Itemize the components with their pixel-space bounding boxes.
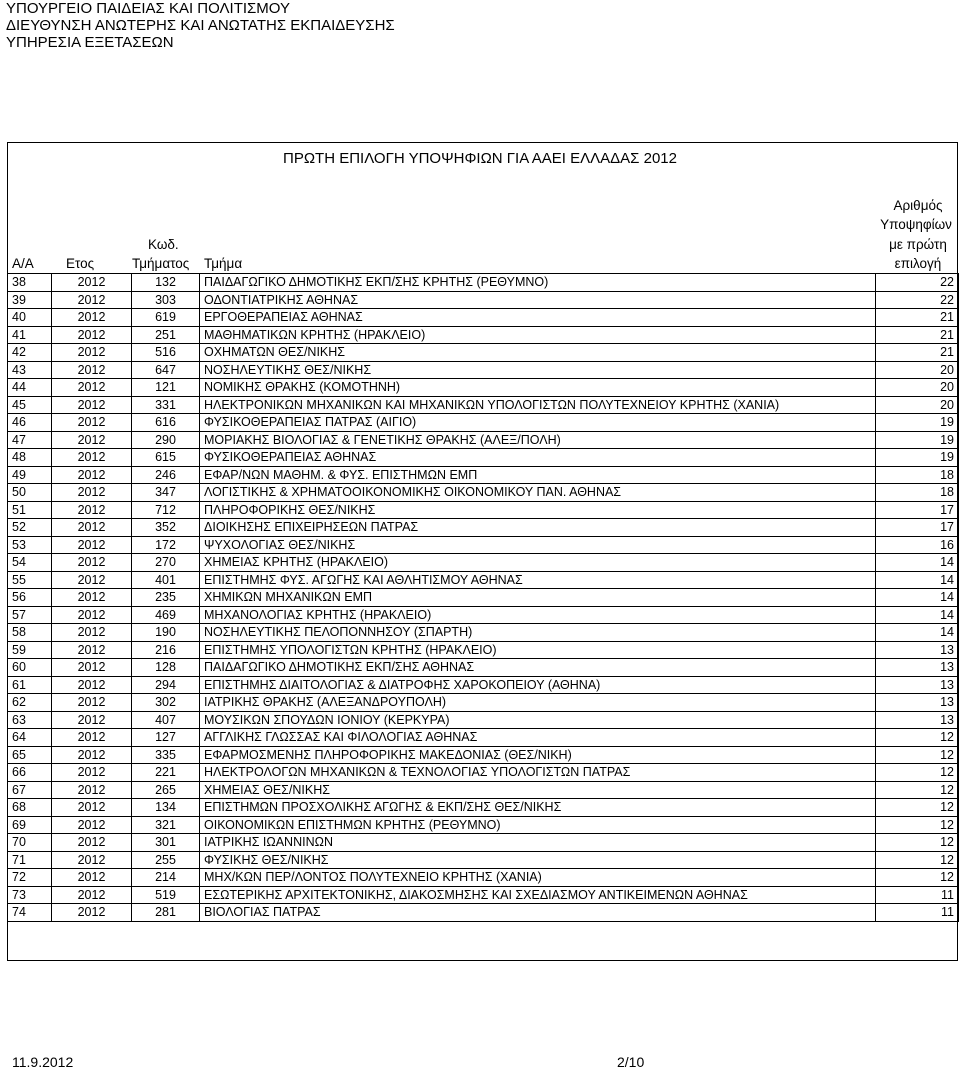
row-department-cell: ΕΠΙΣΤΗΜΩΝ ΠΡΟΣΧΟΛΙΚΗΣ ΑΓΩΓΗΣ & ΕΚΠ/ΣΗΣ ΘΕΣ/ΝΙΚΗΣ [200, 799, 876, 817]
table-row [8, 466, 959, 484]
row-department-cell: ΧΗΜΕΙΑΣ ΘΕΣ/ΝΙΚΗΣ [200, 781, 876, 799]
row-count-cell: 19 [876, 414, 959, 432]
row-count-cell: 11 [876, 886, 959, 904]
row-aa-cell: 54 [8, 554, 52, 572]
row-count-cell: 18 [876, 484, 959, 502]
row-department-cell: ΟΧΗΜΑΤΩΝ ΘΕΣ/ΝΙΚΗΣ [200, 344, 876, 362]
row-year-cell: 2012 [52, 379, 132, 397]
row-aa-cell: 52 [8, 519, 52, 537]
row-code-cell: 301 [132, 834, 200, 852]
row-department-cell: ΦΥΣΙΚΗΣ ΘΕΣ/ΝΙΚΗΣ [200, 851, 876, 869]
row-code-cell: 335 [132, 746, 200, 764]
row-code-cell: 190 [132, 624, 200, 642]
row-count-cell: 13 [876, 711, 959, 729]
row-aa-cell: 40 [8, 309, 52, 327]
col-header-count-line3: με πρώτη [889, 237, 947, 252]
row-code-cell: 321 [132, 816, 200, 834]
row-year-cell: 2012 [52, 431, 132, 449]
row-year-cell: 2012 [52, 606, 132, 624]
row-department-cell: ΕΦΑΡ/ΝΩΝ ΜΑΘΗΜ. & ΦΥΣ. ΕΠΙΣΤΗΜΩΝ ΕΜΠ [200, 466, 876, 484]
row-code-cell: 214 [132, 869, 200, 887]
row-year-cell: 2012 [52, 589, 132, 607]
row-count-cell: 11 [876, 904, 959, 922]
service-name: ΥΠΗΡΕΣΙΑ ΕΞΕΤΑΣΕΩΝ [6, 34, 174, 51]
row-code-cell: 221 [132, 764, 200, 782]
row-aa-cell: 43 [8, 361, 52, 379]
row-aa-cell: 71 [8, 851, 52, 869]
row-count-cell: 21 [876, 344, 959, 362]
table-row [8, 291, 959, 309]
row-year-cell: 2012 [52, 886, 132, 904]
row-aa-cell: 73 [8, 886, 52, 904]
table-row [8, 659, 959, 677]
row-aa-cell: 57 [8, 606, 52, 624]
row-aa-cell: 68 [8, 799, 52, 817]
page-title: ΠΡΩΤΗ ΕΠΙΛΟΓΗ ΥΠΟΨΗΦΙΩΝ ΓΙΑ ΑΑΕΙ ΕΛΛΑΔΑΣ 2012 [283, 150, 677, 167]
col-header-year: Ετος [66, 256, 95, 271]
row-count-cell: 18 [876, 466, 959, 484]
row-count-cell: 14 [876, 571, 959, 589]
row-code-cell: 255 [132, 851, 200, 869]
row-department-cell: ΟΔΟΝΤΙΑΤΡΙΚΗΣ ΑΘΗΝΑΣ [200, 291, 876, 309]
row-count-cell: 12 [876, 746, 959, 764]
table-row [8, 851, 959, 869]
table-row [8, 746, 959, 764]
row-code-cell: 294 [132, 676, 200, 694]
row-aa-cell: 64 [8, 729, 52, 747]
table-row [8, 711, 959, 729]
table-row [8, 361, 959, 379]
row-year-cell: 2012 [52, 361, 132, 379]
row-count-cell: 20 [876, 361, 959, 379]
row-aa-cell: 47 [8, 431, 52, 449]
row-year-cell: 2012 [52, 291, 132, 309]
row-department-cell: ΕΦΑΡΜΟΣΜΕΝΗΣ ΠΛΗΡΟΦΟΡΙΚΗΣ ΜΑΚΕΔΟΝΙΑΣ (ΘΕΣ/ΝΙΚΗ) [200, 746, 876, 764]
row-department-cell: ΦΥΣΙΚΟΘΕΡΑΠΕΙΑΣ ΠΑΤΡΑΣ (ΑΙΓΙΟ) [200, 414, 876, 432]
row-count-cell: 13 [876, 659, 959, 677]
data-table [7, 273, 959, 922]
row-code-cell: 246 [132, 466, 200, 484]
row-aa-cell: 74 [8, 904, 52, 922]
row-code-cell: 619 [132, 309, 200, 327]
row-year-cell: 2012 [52, 869, 132, 887]
row-department-cell: ΕΠΙΣΤΗΜΗΣ ΦΥΣ. ΑΓΩΓΗΣ ΚΑΙ ΑΘΛΗΤΙΣΜΟΥ ΑΘΗΝΑΣ [200, 571, 876, 589]
table-row [8, 676, 959, 694]
table-row [8, 431, 959, 449]
table-row [8, 414, 959, 432]
row-year-cell: 2012 [52, 274, 132, 292]
row-year-cell: 2012 [52, 659, 132, 677]
ministry-name: ΥΠΟΥΡΓΕΙΟ ΠΑΙΔΕΙΑΣ ΚΑΙ ΠΟΛΙΤΙΣΜΟΥ [6, 0, 290, 17]
row-year-cell: 2012 [52, 834, 132, 852]
row-year-cell: 2012 [52, 746, 132, 764]
row-code-cell: 616 [132, 414, 200, 432]
table-row [8, 309, 959, 327]
col-header-count-line2: Υποψηφίων [880, 217, 952, 232]
table-row [8, 589, 959, 607]
table-row [8, 396, 959, 414]
row-year-cell: 2012 [52, 344, 132, 362]
table-row [8, 641, 959, 659]
row-count-cell: 13 [876, 676, 959, 694]
directorate-name: ΔΙΕΥΘΥΝΣΗ ΑΝΩΤΕΡΗΣ ΚΑΙ ΑΝΩΤΑΤΗΣ ΕΚΠΑΙΔΕΥΣΗΣ [6, 17, 395, 34]
row-code-cell: 235 [132, 589, 200, 607]
row-year-cell: 2012 [52, 396, 132, 414]
row-count-cell: 13 [876, 694, 959, 712]
row-year-cell: 2012 [52, 851, 132, 869]
table-row [8, 554, 959, 572]
row-department-cell: ΙΑΤΡΙΚΗΣ ΙΩΑΝΝΙΝΩΝ [200, 834, 876, 852]
row-aa-cell: 69 [8, 816, 52, 834]
row-year-cell: 2012 [52, 694, 132, 712]
row-year-cell: 2012 [52, 309, 132, 327]
row-aa-cell: 62 [8, 694, 52, 712]
row-department-cell: ΝΟΣΗΛΕΥΤΙΚΗΣ ΘΕΣ/ΝΙΚΗΣ [200, 361, 876, 379]
row-year-cell: 2012 [52, 484, 132, 502]
row-code-cell: 647 [132, 361, 200, 379]
row-count-cell: 20 [876, 379, 959, 397]
row-aa-cell: 38 [8, 274, 52, 292]
row-department-cell: ΕΠΙΣΤΗΜΗΣ ΔΙΑΙΤΟΛΟΓΙΑΣ & ΔΙΑΤΡΟΦΗΣ ΧΑΡΟΚΟΠΕΙΟΥ (ΑΘΗΝΑ) [200, 676, 876, 694]
row-code-cell: 265 [132, 781, 200, 799]
row-code-cell: 352 [132, 519, 200, 537]
footer-page-number: 2/10 [617, 1054, 645, 1070]
row-count-cell: 17 [876, 501, 959, 519]
row-count-cell: 14 [876, 606, 959, 624]
table-row [8, 799, 959, 817]
row-aa-cell: 46 [8, 414, 52, 432]
row-code-cell: 121 [132, 379, 200, 397]
row-year-cell: 2012 [52, 519, 132, 537]
row-code-cell: 407 [132, 711, 200, 729]
table-row [8, 344, 959, 362]
row-year-cell: 2012 [52, 799, 132, 817]
row-aa-cell: 45 [8, 396, 52, 414]
table-row [8, 781, 959, 799]
row-code-cell: 216 [132, 641, 200, 659]
row-count-cell: 16 [876, 536, 959, 554]
col-header-code-line1: Κωδ. [148, 237, 179, 252]
table-row [8, 379, 959, 397]
row-code-cell: 281 [132, 904, 200, 922]
row-count-cell: 12 [876, 869, 959, 887]
col-header-dept: Τμήμα [204, 256, 243, 271]
row-code-cell: 712 [132, 501, 200, 519]
table-row [8, 834, 959, 852]
row-aa-cell: 61 [8, 676, 52, 694]
table-row [8, 694, 959, 712]
row-code-cell: 127 [132, 729, 200, 747]
row-aa-cell: 48 [8, 449, 52, 467]
row-department-cell: ΜΗΧΑΝΟΛΟΓΙΑΣ ΚΡΗΤΗΣ (ΗΡΑΚΛΕΙΟ) [200, 606, 876, 624]
row-department-cell: ΠΛΗΡΟΦΟΡΙΚΗΣ ΘΕΣ/ΝΙΚΗΣ [200, 501, 876, 519]
row-count-cell: 12 [876, 816, 959, 834]
row-count-cell: 12 [876, 834, 959, 852]
row-department-cell: ΜΗΧ/ΚΩΝ ΠΕΡ/ΛΟΝΤΟΣ ΠΟΛΥΤΕΧΝΕΙΟ ΚΡΗΤΗΣ (ΧΑΝΙΑ) [200, 869, 876, 887]
row-year-cell: 2012 [52, 536, 132, 554]
table-row [8, 624, 959, 642]
row-aa-cell: 56 [8, 589, 52, 607]
row-department-cell: ΟΙΚΟΝΟΜΙΚΩΝ ΕΠΙΣΤΗΜΩΝ ΚΡΗΤΗΣ (ΡΕΘΥΜΝΟ) [200, 816, 876, 834]
row-count-cell: 19 [876, 431, 959, 449]
row-year-cell: 2012 [52, 781, 132, 799]
row-year-cell: 2012 [52, 729, 132, 747]
row-aa-cell: 59 [8, 641, 52, 659]
col-header-code-line2: Τμήματος [132, 256, 190, 271]
row-aa-cell: 67 [8, 781, 52, 799]
row-aa-cell: 66 [8, 764, 52, 782]
row-aa-cell: 58 [8, 624, 52, 642]
row-count-cell: 12 [876, 799, 959, 817]
row-count-cell: 17 [876, 519, 959, 537]
row-count-cell: 20 [876, 396, 959, 414]
row-department-cell: ΕΡΓΟΘΕΡΑΠΕΙΑΣ ΑΘΗΝΑΣ [200, 309, 876, 327]
row-code-cell: 251 [132, 326, 200, 344]
row-department-cell: ΕΣΩΤΕΡΙΚΗΣ ΑΡΧΙΤΕΚΤΟΝΙΚΗΣ, ΔΙΑΚΟΣΜΗΣΗΣ ΚΑΙ ΣΧΕΔΙΑΣΜΟΥ ΑΝΤΙΚΕΙΜΕΝΩΝ ΑΘΗΝΑΣ [200, 886, 876, 904]
row-department-cell: ΦΥΣΙΚΟΘΕΡΑΠΕΙΑΣ ΑΘΗΝΑΣ [200, 449, 876, 467]
row-department-cell: ΜΑΘΗΜΑΤΙΚΩΝ ΚΡΗΤΗΣ (ΗΡΑΚΛΕΙΟ) [200, 326, 876, 344]
row-code-cell: 331 [132, 396, 200, 414]
table-row [8, 536, 959, 554]
row-year-cell: 2012 [52, 466, 132, 484]
row-count-cell: 12 [876, 729, 959, 747]
row-count-cell: 22 [876, 291, 959, 309]
row-code-cell: 134 [132, 799, 200, 817]
row-department-cell: ΗΛΕΚΤΡΟΛΟΓΩΝ ΜΗΧΑΝΙΚΩΝ & ΤΕΧΝΟΛΟΓΙΑΣ ΥΠΟΛΟΓΙΣΤΩΝ ΠΑΤΡΑΣ [200, 764, 876, 782]
table-row [8, 729, 959, 747]
row-aa-cell: 60 [8, 659, 52, 677]
row-department-cell: ΝΟΜΙΚΗΣ ΘΡΑΚΗΣ (ΚΟΜΟΤΗΝΗ) [200, 379, 876, 397]
row-department-cell: ΧΗΜΕΙΑΣ ΚΡΗΤΗΣ (ΗΡΑΚΛΕΙΟ) [200, 554, 876, 572]
row-code-cell: 128 [132, 659, 200, 677]
row-department-cell: ΙΑΤΡΙΚΗΣ ΘΡΑΚΗΣ (ΑΛΕΞΑΝΔΡΟΥΠΟΛΗ) [200, 694, 876, 712]
row-aa-cell: 51 [8, 501, 52, 519]
row-aa-cell: 44 [8, 379, 52, 397]
row-code-cell: 303 [132, 291, 200, 309]
data-table-body [8, 274, 959, 922]
row-department-cell: ΑΓΓΛΙΚΗΣ ΓΛΩΣΣΑΣ ΚΑΙ ΦΙΛΟΛΟΓΙΑΣ ΑΘΗΝΑΣ [200, 729, 876, 747]
col-header-count-line1: Αριθμός [893, 198, 943, 213]
row-count-cell: 12 [876, 851, 959, 869]
row-year-cell: 2012 [52, 449, 132, 467]
row-code-cell: 516 [132, 344, 200, 362]
row-aa-cell: 53 [8, 536, 52, 554]
row-code-cell: 401 [132, 571, 200, 589]
row-code-cell: 172 [132, 536, 200, 554]
row-count-cell: 12 [876, 764, 959, 782]
row-aa-cell: 63 [8, 711, 52, 729]
row-department-cell: ΕΠΙΣΤΗΜΗΣ ΥΠΟΛΟΓΙΣΤΩΝ ΚΡΗΤΗΣ (ΗΡΑΚΛΕΙΟ) [200, 641, 876, 659]
table-row [8, 764, 959, 782]
row-year-cell: 2012 [52, 816, 132, 834]
row-code-cell: 302 [132, 694, 200, 712]
row-department-cell: ΠΑΙΔΑΓΩΓΙΚΟ ΔΗΜΟΤΙΚΗΣ ΕΚΠ/ΣΗΣ ΑΘΗΝΑΣ [200, 659, 876, 677]
row-aa-cell: 70 [8, 834, 52, 852]
row-year-cell: 2012 [52, 414, 132, 432]
table-row [8, 606, 959, 624]
table-row [8, 571, 959, 589]
row-year-cell: 2012 [52, 904, 132, 922]
row-aa-cell: 42 [8, 344, 52, 362]
row-count-cell: 13 [876, 641, 959, 659]
footer-date: 11.9.2012 [12, 1054, 74, 1070]
row-year-cell: 2012 [52, 711, 132, 729]
row-code-cell: 615 [132, 449, 200, 467]
row-department-cell: ΗΛΕΚΤΡΟΝΙΚΩΝ ΜΗΧΑΝΙΚΩΝ ΚΑΙ ΜΗΧΑΝΙΚΩΝ ΥΠΟΛΟΓΙΣΤΩΝ ΠΟΛΥΤΕΧΝΕΙΟΥ ΚΡΗΤΗΣ (ΧΑΝΙΑ) [200, 396, 876, 414]
col-header-count-line4: επιλογή [894, 256, 942, 271]
table-row [8, 449, 959, 467]
row-code-cell: 290 [132, 431, 200, 449]
row-department-cell: ΝΟΣΗΛΕΥΤΙΚΗΣ ΠΕΛΟΠΟΝΝΗΣΟΥ (ΣΠΑΡΤΗ) [200, 624, 876, 642]
row-count-cell: 14 [876, 554, 959, 572]
table-row [8, 326, 959, 344]
row-aa-cell: 65 [8, 746, 52, 764]
row-code-cell: 132 [132, 274, 200, 292]
row-count-cell: 14 [876, 624, 959, 642]
row-count-cell: 14 [876, 589, 959, 607]
table-row [8, 274, 959, 292]
table-row [8, 519, 959, 537]
row-department-cell: ΧΗΜΙΚΩΝ ΜΗΧΑΝΙΚΩΝ ΕΜΠ [200, 589, 876, 607]
table-row [8, 501, 959, 519]
table-row [8, 484, 959, 502]
row-department-cell: ΔΙΟΙΚΗΣΗΣ ΕΠΙΧΕΙΡΗΣΕΩΝ ΠΑΤΡΑΣ [200, 519, 876, 537]
row-code-cell: 347 [132, 484, 200, 502]
row-year-cell: 2012 [52, 326, 132, 344]
row-count-cell: 22 [876, 274, 959, 292]
table-row [8, 904, 959, 922]
row-department-cell: ΒΙΟΛΟΓΙΑΣ ΠΑΤΡΑΣ [200, 904, 876, 922]
row-year-cell: 2012 [52, 764, 132, 782]
col-header-aa: Α/Α [12, 256, 34, 271]
row-department-cell: ΛΟΓΙΣΤΙΚΗΣ & ΧΡΗΜΑΤΟΟΙΚΟΝΟΜΙΚΗΣ ΟΙΚΟΝΟΜΙΚΟΥ ΠΑΝ. ΑΘΗΝΑΣ [200, 484, 876, 502]
row-year-cell: 2012 [52, 624, 132, 642]
row-count-cell: 21 [876, 326, 959, 344]
row-year-cell: 2012 [52, 501, 132, 519]
row-year-cell: 2012 [52, 641, 132, 659]
row-code-cell: 469 [132, 606, 200, 624]
row-aa-cell: 72 [8, 869, 52, 887]
row-count-cell: 21 [876, 309, 959, 327]
row-year-cell: 2012 [52, 554, 132, 572]
row-aa-cell: 50 [8, 484, 52, 502]
row-count-cell: 19 [876, 449, 959, 467]
row-code-cell: 270 [132, 554, 200, 572]
row-department-cell: ΨΥΧΟΛΟΓΙΑΣ ΘΕΣ/ΝΙΚΗΣ [200, 536, 876, 554]
row-aa-cell: 41 [8, 326, 52, 344]
row-year-cell: 2012 [52, 571, 132, 589]
table-row [8, 886, 959, 904]
row-aa-cell: 49 [8, 466, 52, 484]
table-row [8, 869, 959, 887]
row-count-cell: 12 [876, 781, 959, 799]
row-aa-cell: 55 [8, 571, 52, 589]
row-code-cell: 519 [132, 886, 200, 904]
table-row [8, 816, 959, 834]
row-department-cell: ΠΑΙΔΑΓΩΓΙΚΟ ΔΗΜΟΤΙΚΗΣ ΕΚΠ/ΣΗΣ ΚΡΗΤΗΣ (ΡΕΘΥΜΝΟ) [200, 274, 876, 292]
row-department-cell: ΜΟΥΣΙΚΩΝ ΣΠΟΥΔΩΝ ΙΟΝΙΟΥ (ΚΕΡΚΥΡΑ) [200, 711, 876, 729]
row-year-cell: 2012 [52, 676, 132, 694]
row-department-cell: ΜΟΡΙΑΚΗΣ ΒΙΟΛΟΓΙΑΣ & ΓΕΝΕΤΙΚΗΣ ΘΡΑΚΗΣ (ΑΛΕΞ/ΠΟΛΗ) [200, 431, 876, 449]
row-aa-cell: 39 [8, 291, 52, 309]
